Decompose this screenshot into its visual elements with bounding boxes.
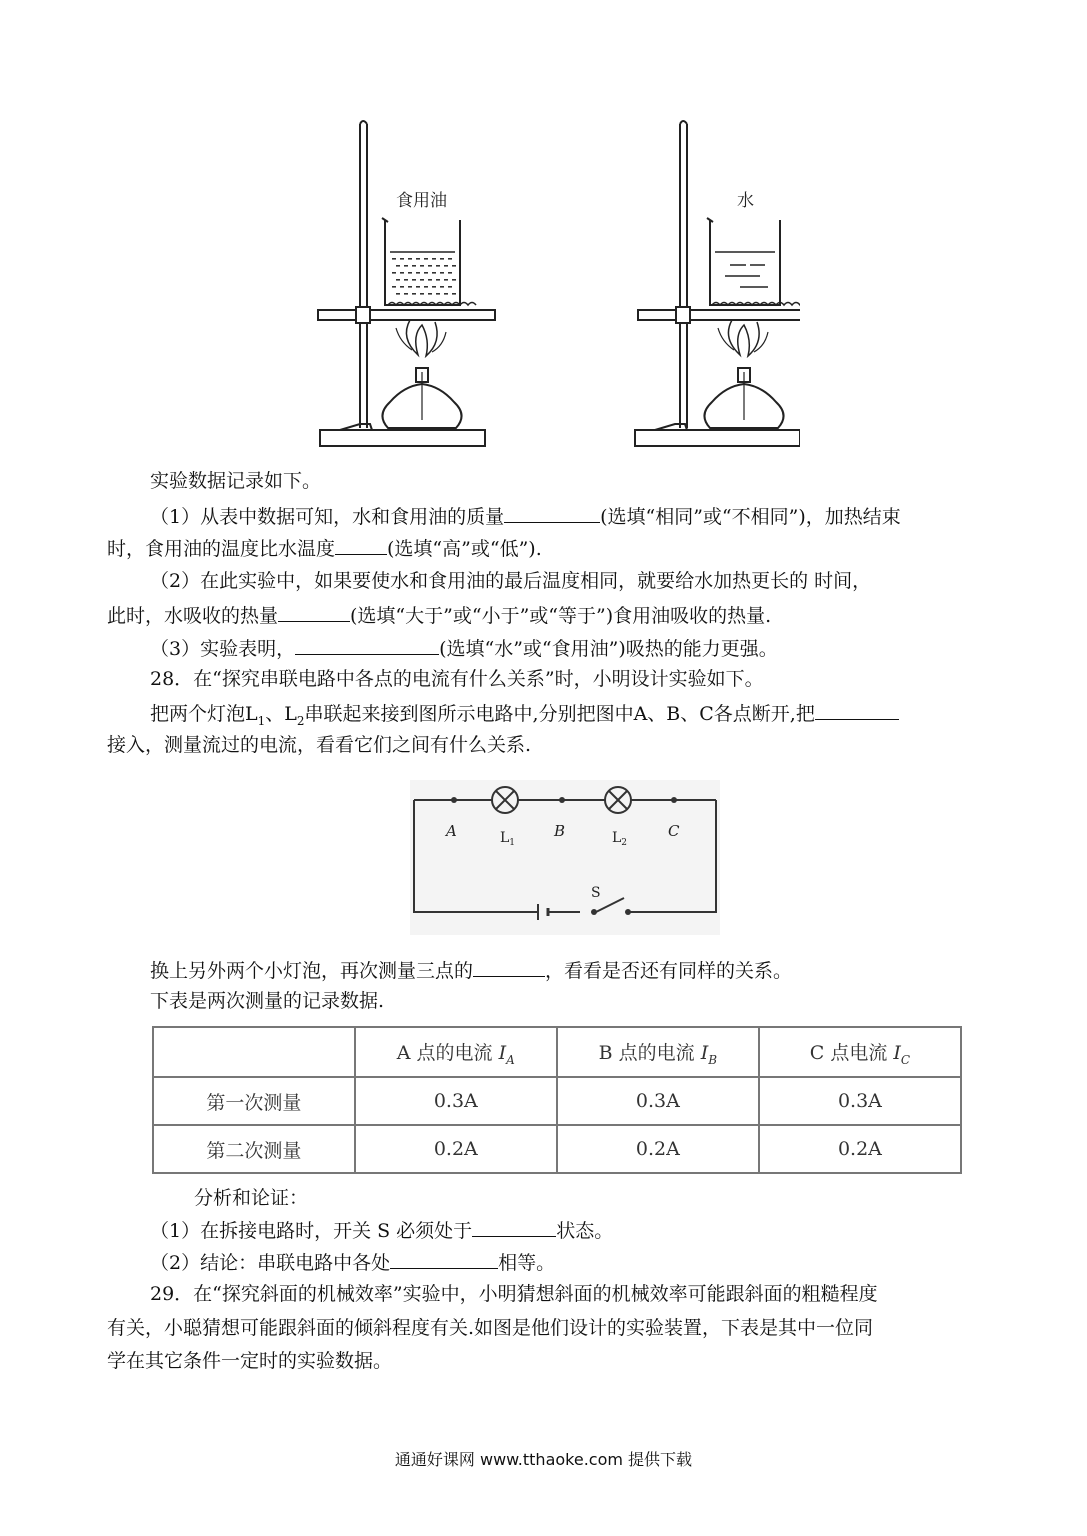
oil-texture-mark — [436, 279, 440, 281]
q28-blank-quantity[interactable] — [473, 956, 545, 977]
oil-texture-mark — [412, 293, 416, 295]
page-footer: 通通好课网 www.tthaoke.com 提供下载 — [394, 1450, 693, 1469]
oil-texture-mark — [428, 265, 432, 267]
oil-texture-mark — [452, 265, 456, 267]
oil-texture-mark — [444, 265, 448, 267]
oil-texture-mark — [452, 279, 456, 281]
label-a: A — [446, 822, 457, 840]
q28-a1-text-b: 状态。 — [556, 1220, 614, 1242]
oil-texture-mark — [436, 293, 440, 295]
oil-texture-mark — [448, 286, 452, 288]
oil-texture-mark — [412, 279, 416, 281]
series-circuit-diagram — [410, 780, 720, 935]
label-switch: S — [591, 885, 601, 901]
q28-analysis-heading: 分析和论证： — [194, 1187, 309, 1209]
q27-p2-text-c: (选填“大于”或“小于”或“等于”)食用油吸收的热量. — [350, 605, 772, 627]
table-header-b: B 点的电流 $I_B$ — [557, 1027, 759, 1077]
table-row — [153, 1125, 961, 1173]
q27-p2-text-b: 此时，水吸收的热量 — [107, 605, 279, 627]
q28-repeat — [150, 956, 792, 984]
oil-texture-mark — [416, 258, 420, 260]
table-cell: 0.3A — [557, 1077, 759, 1125]
q29-line3: 学在其它条件一定时的实验数据。 — [107, 1350, 393, 1372]
q28-sub1: 1 — [257, 713, 266, 728]
row-label: 第一次测量 — [153, 1077, 355, 1125]
left-oil-dots — [392, 258, 456, 295]
oil-texture-mark — [416, 286, 420, 288]
row-label: 第二次测量 — [153, 1125, 355, 1173]
oil-texture-mark — [392, 272, 396, 274]
q27-p1-text-d: (选填“高”或“低”). — [387, 538, 542, 560]
oil-texture-mark — [420, 293, 424, 295]
node-b — [559, 797, 565, 803]
oil-texture-mark — [396, 265, 400, 267]
oil-texture-mark — [436, 265, 440, 267]
q29-line1: 29．在“探究斜面的机械效率”实验中，小明猜想斜面的机械效率可能跟斜面的粗糙程度 — [150, 1283, 878, 1305]
q28-body-b: 、L — [265, 703, 297, 725]
oil-texture-mark — [408, 286, 412, 288]
oil-texture-mark — [424, 286, 428, 288]
oil-texture-mark — [432, 272, 436, 274]
q27-p1-text-b: (选填“相同”或“不相同”)，加热结束 — [600, 506, 901, 528]
oil-texture-mark — [396, 293, 400, 295]
q27-intro: 实验数据记录如下。 — [150, 470, 322, 492]
node-c — [671, 797, 677, 803]
q28-body-a: 把两个灯泡L — [150, 703, 258, 725]
table-row — [153, 1077, 961, 1125]
oil-texture-mark — [392, 258, 396, 260]
left-beaker-label: 食用油 — [396, 191, 447, 211]
q28-title: 28．在“探究串联电路中各点的电流有什么关系”时，小明设计实验如下。 — [150, 668, 764, 690]
oil-texture-mark — [420, 279, 424, 281]
q27-p1-text-c: 时，食用油的温度比水温度 — [107, 538, 336, 560]
q28-a1-text-a: （1）在拆接电路时，开关 S 必须处于 — [150, 1220, 473, 1242]
oil-texture-mark — [408, 272, 412, 274]
oil-texture-mark — [400, 258, 404, 260]
q27-part3 — [150, 634, 778, 662]
oil-texture-mark — [424, 272, 428, 274]
label-c: C — [668, 822, 680, 840]
q27-p3-text-a: （3）实验表明， — [150, 638, 296, 660]
label-l2: $L_2$ — [612, 830, 628, 848]
q29-line2: 有关，小聪猜想可能跟斜面的倾斜程度有关.如图是他们设计的实验装置，下表是其中一位同 — [107, 1317, 874, 1339]
q27-blank-substance[interactable] — [295, 634, 439, 655]
q28-a2-text-b: 相等。 — [498, 1252, 556, 1274]
oil-texture-mark — [392, 286, 396, 288]
oil-texture-mark — [404, 279, 408, 281]
label-l1: $L_1$ — [500, 830, 516, 848]
oil-texture-mark — [424, 258, 428, 260]
current-measurement-table — [152, 1026, 962, 1174]
q27-blank-heat[interactable] — [278, 601, 350, 622]
oil-texture-mark — [452, 293, 456, 295]
q28-sub2: 2 — [296, 713, 305, 728]
switch-node-right — [625, 909, 631, 915]
oil-texture-mark — [440, 258, 444, 260]
right-beaker-label: 水 — [737, 191, 754, 211]
oil-texture-mark — [444, 279, 448, 281]
oil-texture-mark — [440, 286, 444, 288]
oil-texture-mark — [412, 265, 416, 267]
q27-p3-text-b: (选填“水”或“食用油”)吸热的能力更强。 — [439, 638, 778, 660]
oil-texture-mark — [428, 279, 432, 281]
q28-blank-switch-state[interactable] — [472, 1216, 556, 1237]
label-b: B — [554, 822, 566, 840]
q27-blank-temp[interactable] — [335, 534, 387, 555]
table-cell: 0.2A — [759, 1125, 961, 1173]
table-header-row — [153, 1027, 961, 1077]
oil-texture-mark — [448, 272, 452, 274]
q27-p1-text-a: （1）从表中数据可知，水和食用油的质量 — [150, 506, 505, 528]
heating-apparatus-figure — [300, 110, 800, 455]
q28-blank-conclusion[interactable] — [390, 1248, 498, 1269]
q28-analysis-2 — [150, 1248, 555, 1276]
oil-texture-mark — [440, 272, 444, 274]
q27-part2-line1: （2）在此实验中，如果要使水和食用油的最后温度相同，就要给水加热更长的 时间， — [150, 570, 872, 592]
q28-a2-text-a: （2）结论：串联电路中各处 — [150, 1252, 391, 1274]
oil-texture-mark — [416, 272, 420, 274]
q28-table-intro: 下表是两次测量的记录数据. — [150, 990, 385, 1012]
table-cell: 0.2A — [557, 1125, 759, 1173]
q28-body-c: 串联起来接到图所示电路中,分别把图中A、B、C各点断开,把 — [304, 703, 815, 725]
table-cell: 0.2A — [355, 1125, 557, 1173]
q27-part2-line2 — [107, 601, 771, 629]
q28-body-line2: 接入，测量流过的电流，看看它们之间有什么关系. — [107, 734, 532, 756]
table-header-a: A 点的电流 $I_A$ — [355, 1027, 557, 1077]
oil-texture-mark — [404, 265, 408, 267]
table-header-c: C 点电流 $I_C$ — [759, 1027, 961, 1077]
switch-node-left — [591, 909, 597, 915]
table-header-empty — [153, 1027, 355, 1077]
q28-repeat-b: ，看看是否还有同样的关系。 — [545, 960, 793, 982]
oil-texture-mark — [428, 293, 432, 295]
q27-blank-mass[interactable] — [504, 502, 600, 523]
oil-texture-mark — [404, 293, 408, 295]
oil-texture-mark — [400, 286, 404, 288]
q28-analysis-1 — [150, 1216, 613, 1244]
q28-repeat-a: 换上另外两个小灯泡，再次测量三点的 — [150, 960, 474, 982]
right-apparatus — [635, 121, 800, 446]
q28-blank-instrument[interactable] — [815, 699, 899, 720]
oil-texture-mark — [396, 279, 400, 281]
oil-texture-mark — [400, 272, 404, 274]
table-cell: 0.3A — [759, 1077, 961, 1125]
oil-texture-mark — [408, 258, 412, 260]
oil-texture-mark — [448, 258, 452, 260]
table-cell: 0.3A — [355, 1077, 557, 1125]
oil-texture-mark — [420, 265, 424, 267]
node-a — [451, 797, 457, 803]
q28-body-line1 — [150, 699, 899, 734]
q27-part1-line1 — [150, 502, 901, 530]
left-apparatus — [318, 121, 495, 446]
oil-texture-mark — [432, 258, 436, 260]
q27-part1-line2 — [107, 534, 542, 562]
oil-texture-mark — [444, 293, 448, 295]
oil-texture-mark — [432, 286, 436, 288]
